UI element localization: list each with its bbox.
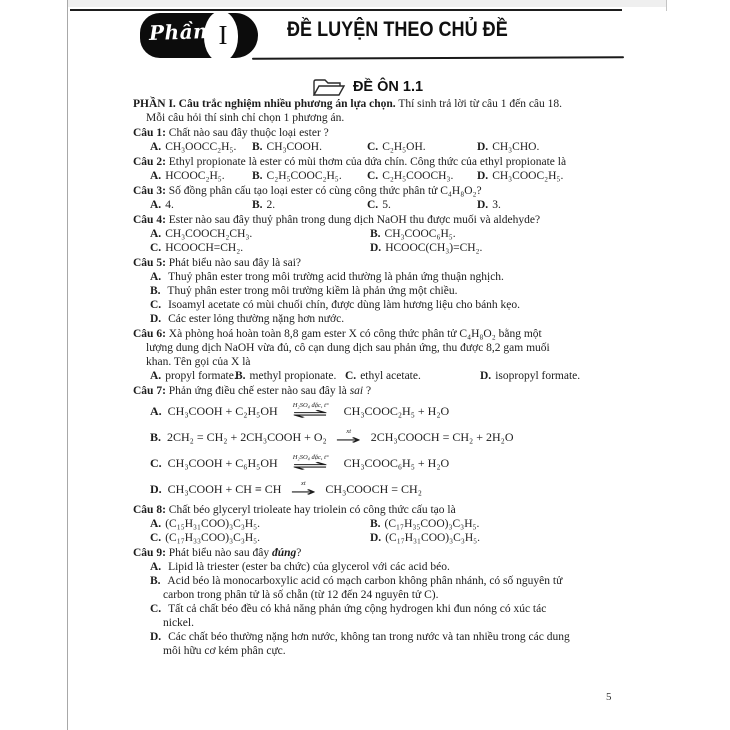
option [150, 169, 252, 183]
option [252, 198, 367, 212]
folder-icon [312, 78, 346, 97]
reaction-arrow [281, 455, 341, 472]
option-letter: D. [150, 631, 165, 643]
formula: CH₃COOH + C₆H₅OH [167, 456, 278, 470]
question-label: Câu 9: [133, 547, 169, 559]
option-text: C₂H₅OH. [382, 141, 426, 153]
option-letter: C. [150, 299, 165, 311]
text-run: đúng [271, 547, 297, 559]
option-text: C₂H₅COOC₂H₅. [266, 170, 342, 182]
option [480, 369, 602, 383]
section-title: ĐỀ ÔN 1.1 [352, 79, 424, 95]
equation-option [133, 424, 602, 450]
option-text: C₂H₅COOCH₃. [382, 170, 454, 182]
formula: CH₃COOH + C₂H₅OH [167, 404, 278, 418]
option [345, 369, 480, 383]
section-heading [133, 76, 602, 98]
text-run: Phát biểu nào sau đây là sai? [168, 257, 301, 269]
option-letter: C. [150, 242, 162, 254]
option [150, 369, 235, 383]
option-text: 3. [492, 199, 501, 211]
option-text: HCOOC₂H₅. [165, 170, 225, 182]
option-letter: C. [345, 370, 357, 382]
option [150, 198, 252, 212]
option [133, 560, 602, 574]
text-run: lượng dung dịch NaOH vừa đủ, cô cạn dung dịch sau phản ứng, thu được 8,2 gam muối [146, 342, 550, 354]
option [477, 198, 602, 212]
text-run: PHẦN I. Câu trắc nghiệm nhiều phương án lựa chọn. [133, 98, 396, 110]
part-badge [140, 13, 258, 61]
option [235, 369, 345, 383]
question-q6 [133, 327, 602, 383]
option [367, 169, 477, 183]
forward-arrow-icon: → [335, 432, 362, 448]
option-letter: B. [235, 370, 246, 382]
option [133, 284, 602, 298]
forward-arrow-icon: → [290, 484, 317, 500]
text-run: carbon trong phân tử là số chẵn (từ 12 đến 24 nguyên tử C). [163, 589, 439, 601]
option-letter: A. [150, 370, 162, 382]
option [367, 140, 477, 154]
option-text: 4. [165, 199, 174, 211]
option-letter: D. [477, 170, 489, 182]
equilibrium-arrow-icon: ⇌ [292, 458, 330, 474]
text-run: khan. Tên gọi của X là [146, 356, 251, 368]
formula: CH₃COOC₆H₅ + H₂O [343, 456, 450, 470]
text-run: môi hữu cơ kém phân cực. [163, 645, 286, 657]
text-run: ? [363, 385, 372, 397]
question-text [133, 213, 602, 227]
exam-body [133, 97, 602, 658]
question-text [133, 155, 602, 169]
question-q2 [133, 155, 602, 183]
question-text [133, 256, 602, 270]
arrow-condition-label: xt [301, 479, 306, 487]
question-q8 [133, 503, 602, 545]
option-letter: B. [252, 170, 263, 182]
option-text: propyl formate. [165, 370, 237, 382]
page-number: 5 [606, 691, 612, 703]
option [370, 517, 602, 531]
equation-option [133, 450, 602, 476]
option-text: HCOOCH=CH₂. [165, 242, 244, 254]
question-q3 [133, 184, 602, 212]
option-letter: B. [150, 575, 164, 587]
page-corner-line [666, 0, 667, 11]
option [150, 241, 370, 255]
question-q4 [133, 213, 602, 255]
text-run: Mỗi câu hỏi thí sinh chỉ chọn 1 phương án. [146, 112, 345, 124]
options-row [133, 227, 602, 255]
header-top-rule [70, 9, 622, 11]
option-letter: D. [150, 313, 165, 325]
text-run: ? [296, 547, 302, 559]
option-letter: A. [150, 199, 162, 211]
text-run: sai [349, 385, 364, 397]
question-label: Câu 5: [133, 257, 169, 269]
option-text: CH₃COOH. [266, 141, 322, 153]
option-text: (C₁₇H₃₅COO)₃C₃H₅. [384, 518, 480, 530]
text-run: Tất cả chất béo đều có khả năng phản ứng cộng hydrogen khi đun nóng có xúc tác [168, 603, 547, 615]
text-run: Phát biểu nào sau đây [168, 547, 272, 559]
option-letter: C. [150, 456, 162, 470]
option [370, 227, 602, 241]
option-letter: D. [477, 141, 489, 153]
question-label: Câu 1: [133, 127, 169, 139]
options-row [133, 517, 602, 545]
option-letter: C. [367, 141, 379, 153]
option [370, 531, 602, 545]
option-text: 2. [266, 199, 276, 211]
equation-option [133, 476, 602, 502]
reaction-arrow [284, 481, 322, 498]
question-q5 [133, 256, 602, 326]
option-text: ethyl acetate. [360, 370, 421, 382]
option-letter: A. [150, 404, 162, 418]
question-label: Câu 7: [133, 385, 169, 397]
option-letter: A. [150, 518, 162, 530]
question-text [133, 126, 602, 140]
option-text: CH₃CHO. [492, 141, 540, 153]
text-run: Isoamyl acetate có mùi chuối chín, được dùng làm hương liệu cho bánh kẹo. [168, 299, 521, 311]
question-text [133, 384, 602, 398]
option-text: isopropyl formate. [495, 370, 581, 382]
option-letter: B. [252, 199, 263, 211]
option [133, 298, 602, 312]
option [133, 312, 602, 326]
question-q1 [133, 126, 602, 154]
option-letter: A. [150, 271, 165, 283]
option-letter: D. [477, 199, 489, 211]
option [133, 270, 602, 284]
option-text: CH₃COOC₆H₅. [384, 228, 456, 240]
option [252, 169, 367, 183]
option-text: CH₃COOC₂H₅. [492, 170, 564, 182]
formula: CH₃COOH + CH ≡ CH [167, 482, 282, 496]
option-letter: A. [150, 170, 162, 182]
reaction-arrow [281, 403, 341, 420]
option-letter: C. [367, 199, 379, 211]
option-text: methyl propionate. [249, 370, 337, 382]
part-label: Phần [148, 18, 209, 46]
option-letter: B. [150, 285, 164, 297]
question-text [133, 184, 602, 198]
text-run: Thuỷ phân ester trong môi trường kiềm là phản ứng một chiều. [167, 285, 458, 297]
arrow-condition-label: H₂SO₄ đặc, t° [292, 453, 329, 461]
options-row [133, 198, 602, 212]
text-run: Thuỷ phân ester trong môi trường acid thường là phản ứng thuận nghịch. [168, 271, 504, 283]
formula: 2CH₂ = CH₂ + 2CH₃COOH + O₂ [167, 430, 327, 444]
question-text [133, 546, 602, 560]
arrow-condition-label: H₂SO₄ đặc, t° [292, 401, 329, 409]
reaction-arrow [330, 429, 368, 446]
question-list [133, 126, 602, 658]
option [150, 531, 370, 545]
option [252, 140, 367, 154]
option-letter: B. [370, 228, 381, 240]
header-underline-swoosh [252, 56, 624, 60]
option-text: (C₁₇H₃₁COO)₃C₃H₅. [385, 532, 481, 544]
option-letter: A. [150, 561, 165, 573]
text-run: Chất béo glyceryl trioleate hay triolein có công thức cấu tạo là [168, 504, 456, 516]
option-letter: B. [252, 141, 263, 153]
option [477, 169, 602, 183]
option-letter: B. [370, 518, 381, 530]
option-text: CH₃COOCH₂CH₃. [165, 228, 253, 240]
equilibrium-arrow-icon: ⇌ [292, 406, 330, 422]
scan-top-band [68, 0, 666, 7]
option-text: 5. [382, 199, 391, 211]
option-text: HCOOC(CH₃)=CH₂. [385, 242, 483, 254]
option [150, 140, 252, 154]
text-run: Các chất béo thường nặng hơn nước, không tan trong nước và tan nhiều trong các dung [168, 631, 570, 643]
text-run: Xà phòng hoá hoàn toàn 8,8 gam ester X có công thức phân tử C₄H₈O₂ bằng một [168, 328, 542, 340]
text-run: Số đồng phân cấu tạo loại ester có cùng công thức phân tử C₄H₈O₂? [168, 185, 482, 197]
option-letter: C. [150, 532, 162, 544]
question-label: Câu 6: [133, 328, 169, 340]
option-letter: C. [367, 170, 379, 182]
option-text: (C₁₇H₃₃COO)₃C₃H₅. [165, 532, 261, 544]
option-letter: D. [150, 482, 162, 496]
option [133, 574, 602, 602]
question-label: Câu 3: [133, 185, 169, 197]
question-text [133, 327, 602, 369]
text-run: Chất nào sau đây thuộc loại ester ? [168, 127, 329, 139]
option-text: CH₃OOCC₂H₅. [165, 141, 237, 153]
option [133, 630, 602, 658]
question-label: Câu 4: [133, 214, 169, 226]
question-label: Câu 2: [133, 156, 169, 168]
text-run: Phản ứng điều chế ester nào sau đây là [168, 385, 350, 397]
options-row [133, 369, 602, 383]
equation-option [133, 398, 602, 424]
formula: CH₃COOCH = CH₂ [325, 482, 422, 496]
arrow-condition-label: xt [346, 427, 352, 435]
option-letter: B. [150, 430, 162, 444]
page-title: ĐỀ LUYỆN THEO CHỦ ĐỀ [287, 18, 508, 41]
question-q9 [133, 546, 602, 658]
option [150, 227, 370, 241]
option-text: (C₁₅H₃₁COO)₃C₃H₅. [165, 518, 261, 530]
options-row [133, 140, 602, 154]
part-number: I [218, 20, 228, 50]
text-run: nickel. [163, 617, 194, 629]
option-letter: A. [150, 228, 162, 240]
intro-paragraph [133, 97, 602, 125]
option-letter: D. [370, 242, 382, 254]
text-run: Thí sinh trả lời từ câu 1 đến câu 18. [395, 98, 563, 110]
option-letter: D. [480, 370, 492, 382]
formula: 2CH₃COOCH = CH₂ + 2H₂O [370, 430, 514, 444]
text-run: Ethyl propionate là ester có mùi thơm của dứa chín. Công thức của ethyl propionate là [168, 156, 567, 168]
text-run: Acid béo là monocarboxylic acid có mạch carbon không phân nhánh, có số nguyên tử [167, 575, 563, 587]
option [150, 517, 370, 531]
formula: CH₃COOC₂H₅ + H₂O [343, 404, 450, 418]
option [370, 241, 602, 255]
text-run: Các ester lỏng thường nặng hơn nước. [168, 313, 345, 325]
option [477, 140, 602, 154]
question-text [133, 503, 602, 517]
options-row [133, 169, 602, 183]
option-letter: A. [150, 141, 162, 153]
question-q7 [133, 384, 602, 502]
question-label: Câu 8: [133, 504, 169, 516]
option-letter: D. [370, 532, 382, 544]
option [367, 198, 477, 212]
text-run: Ester nào sau đây thuỷ phân trong dung dịch NaOH thu được muối và aldehyde? [168, 214, 541, 226]
text-run: Lipid là triester (ester ba chức) của glycerol với các acid béo. [168, 561, 450, 573]
page-edge-line [67, 0, 68, 730]
option [133, 602, 602, 630]
option-letter: C. [150, 603, 165, 615]
